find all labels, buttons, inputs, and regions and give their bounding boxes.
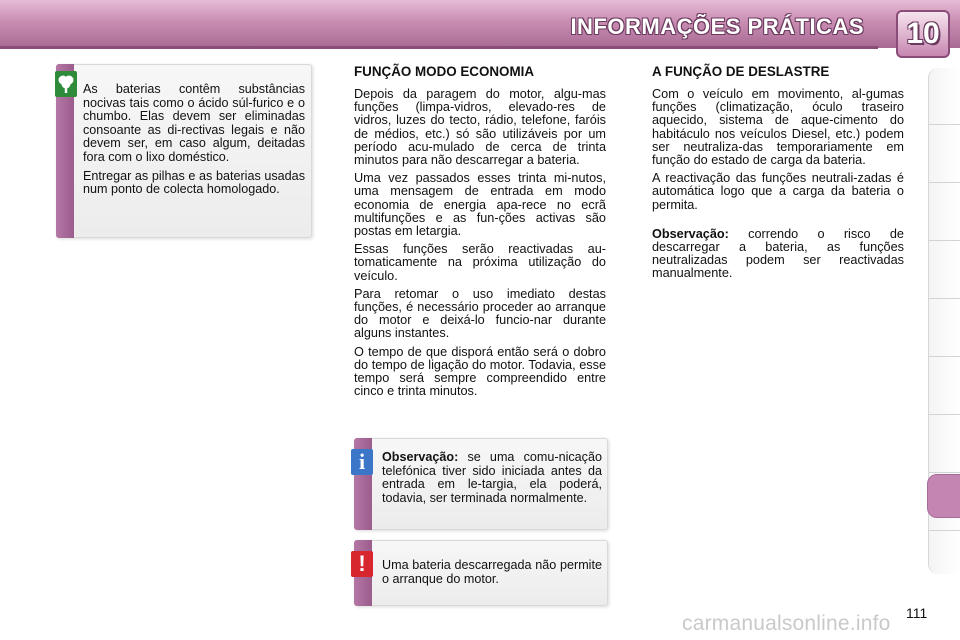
load-shedding-paragraph: A reactivação das funções neutrali-zadas é automática logo que a carga da bateria o permita. <box>652 171 904 212</box>
header-underline <box>0 46 878 49</box>
warning-note-text: Uma bateria descarregada não permite o arranque do motor. <box>382 558 602 586</box>
economy-mode-text <box>354 88 606 403</box>
economy-mode-title: FUNÇÃO MODO ECONOMIA <box>354 64 535 79</box>
info-icon: i <box>351 449 373 475</box>
environment-note-box <box>56 64 312 238</box>
tab-separator <box>929 124 960 125</box>
load-shedding-note-body: correndo o risco de descarregar a bateria, as funções neutralizadas podem ser reactivadas manualmente. <box>652 226 904 281</box>
environment-note-text <box>83 83 305 202</box>
environment-paragraph: Entregar as pilhas e as baterias usadas num ponto de colecta homologado. <box>83 168 305 197</box>
load-shedding-text <box>652 88 904 286</box>
warning-note-box <box>354 540 608 606</box>
chapter-badge: 10 <box>896 10 950 58</box>
info-note-text <box>382 451 602 505</box>
watermark: carmanualsonline.info <box>682 612 891 635</box>
environment-paragraph: As baterias contêm substâncias nocivas tais como o ácido súl-furico e o chumbo. Elas devem ser eliminadas consoante as di-rectivas legais e não devem ser, em caso algum, deitadas fora com o lixo doméstico. <box>83 82 305 164</box>
load-shedding-paragraph: Com o veículo em movimento, al-gumas funções (climatização, óculo traseiro aquecido, sistema de aque-cimento do habitáculo nos veículos Diesel, etc.) podem ser neutraliza-das temporariamente em função do estado de carga da bateria. <box>652 87 904 168</box>
load-shedding-note-lead: Observação: <box>652 226 729 241</box>
load-shedding-note <box>652 228 904 281</box>
active-chapter-tab <box>927 474 960 518</box>
tab-separator <box>929 530 960 531</box>
tab-separator <box>929 182 960 183</box>
exclamation-icon: ! <box>351 551 373 577</box>
tab-separator <box>929 472 960 473</box>
economy-paragraph: Essas funções serão reactivadas au-tomaticamente na próxima utilização do veículo. <box>354 242 606 283</box>
load-shedding-title: A FUNÇÃO DE DESLASTRE <box>652 64 830 79</box>
tab-separator <box>929 298 960 299</box>
info-note-lead: Observação: <box>382 450 459 464</box>
page-title: INFORMAÇÕES PRÁTICAS <box>570 14 864 39</box>
tab-separator <box>929 414 960 415</box>
tab-separator <box>929 356 960 357</box>
economy-paragraph: Depois da paragem do motor, algu-mas funções (limpa-vidros, elevado-res de vidros, luzes do tecto, rádio, telefone, faróis de médios, etc.) só são utilizáveis por um período acu-mulado de cerca de trinta minutos para não descarregar a bateria. <box>354 87 606 168</box>
page-number: 111 <box>906 605 928 621</box>
info-note-box <box>354 438 608 530</box>
info-note-body: se uma comu-nicação telefónica tiver sido iniciada antes da entrada em le-targia, ela poderá, todavia, ser terminada normalmente. <box>382 450 602 505</box>
economy-paragraph: O tempo de que disporá então será o dobro do tempo de ligação do motor. Todavia, esse tempo será sempre compreendido entre cinco e trinta minutos. <box>354 344 606 399</box>
tree-icon <box>55 71 77 97</box>
economy-paragraph: Uma vez passados esses trinta mi-nutos, uma mensagem de entrada em modo economia de energia apa-rece no ecrã multifunções e as fun-ções activas são postas em letargia. <box>354 171 606 239</box>
tab-separator <box>929 240 960 241</box>
economy-paragraph: Para retomar o uso imediato destas funções, é necessário proceder ao arranque do motor e deixá-lo funcio-nar durante alguns instantes. <box>354 286 606 341</box>
